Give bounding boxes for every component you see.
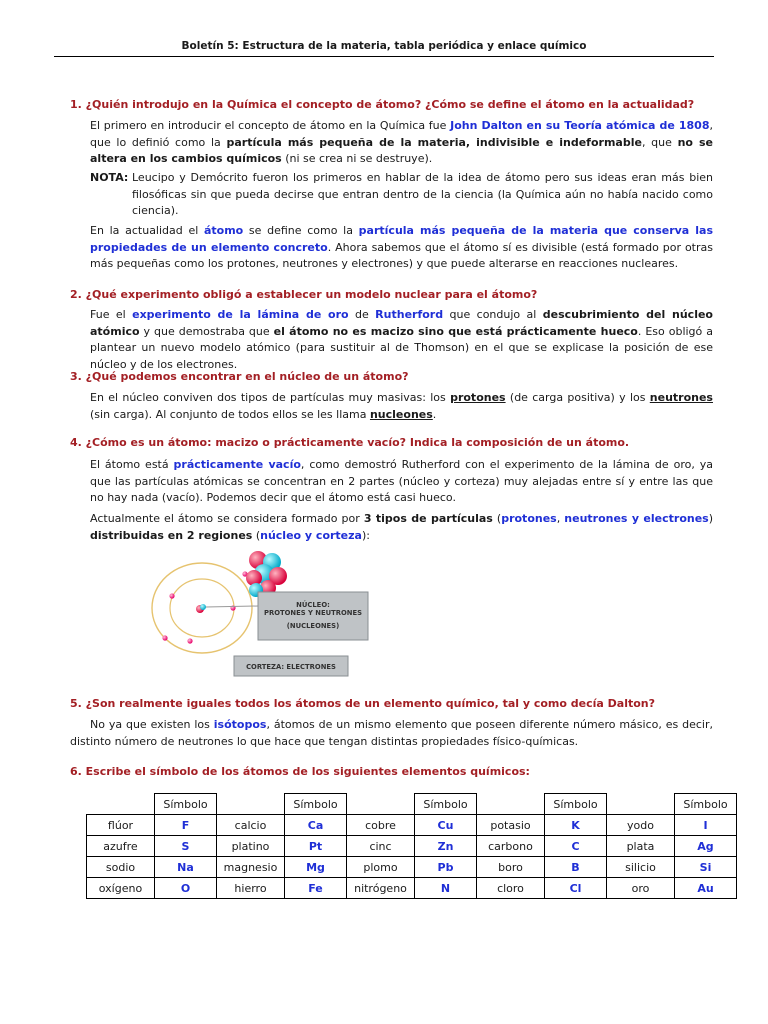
element-name-cell: sodio <box>87 857 155 878</box>
header-empty-cell <box>477 794 545 815</box>
cortex-label: CORTEZA: ELECTRONES <box>246 663 336 671</box>
element-symbol-cell: Mg <box>285 857 347 878</box>
element-name-cell: carbono <box>477 836 545 857</box>
symbol-column-header: Símbolo <box>545 794 607 815</box>
element-symbol-cell: Pb <box>415 857 477 878</box>
element-name-cell: plata <box>607 836 675 857</box>
element-symbol-cell: N <box>415 878 477 899</box>
symbol-column-header: Símbolo <box>155 794 217 815</box>
header-empty-cell <box>87 794 155 815</box>
q1-paragraph-1: El primero en introducir el concepto de átomo en la Química fue John Dalton en su Teoría atómica de 1808, que lo definió como la partícula más pequeña de la materia, indivisible e indeformable, que no se altera en los cambios químicos (ni se crea ni se destruye). <box>90 119 713 165</box>
q3-paragraph-1: En el núcleo conviven dos tipos de partículas muy masivas: los protones (de carga positiva) y los neutrones (sin carga). Al conjunto de todos ellos se les llama nucleones. <box>90 391 713 421</box>
symbol-column-header: Símbolo <box>415 794 477 815</box>
q5-paragraph-1: No ya que existen los isótopos, átomos de un mismo elemento que poseen diferente número másico, es decir, distinto número de neutrones lo que hace que tengan distintas propiedades físico-químicas. <box>70 718 713 748</box>
element-symbol-cell: F <box>155 815 217 836</box>
table-row <box>87 878 737 899</box>
element-name-cell: oro <box>607 878 675 899</box>
nucleus-label-2: PROTONES Y NEUTRONES <box>263 609 363 617</box>
element-symbol-cell: Na <box>155 857 217 878</box>
symbol-column-header: Símbolo <box>675 794 737 815</box>
element-name-cell: cinc <box>347 836 415 857</box>
element-name-cell: boro <box>477 857 545 878</box>
table-row <box>87 836 737 857</box>
question-2-title: 2. ¿Qué experimento obligó a establecer un modelo nuclear para el átomo? <box>70 288 538 301</box>
nucleus-enlarged <box>246 551 287 597</box>
q1-note <box>90 170 713 220</box>
element-symbol-cell: Ag <box>675 836 737 857</box>
question-1-title: 1. ¿Quién introdujo en la Química el concepto de átomo? ¿Cómo se define el átomo en la actualidad? <box>70 98 695 111</box>
element-name-cell: yodo <box>607 815 675 836</box>
question-4-title: 4. ¿Cómo es un átomo: macizo o prácticamente vacío? Indica la composición de un átomo. <box>70 436 630 449</box>
element-symbol-cell: Cu <box>415 815 477 836</box>
element-name-cell: oxígeno <box>87 878 155 899</box>
table-row <box>87 815 737 836</box>
note-label: NOTA: <box>90 171 129 184</box>
table-row <box>87 857 737 878</box>
page-header: Boletín 5: Estructura de la materia, tabla periódica y enlace químico <box>54 40 714 57</box>
element-name-cell: calcio <box>217 815 285 836</box>
q4-paragraph-1: El átomo está prácticamente vacío, como demostró Rutherford con el experimento de la lámina de oro, ya que las partículas atómicas se concentran en 2 partes (núcleo y corteza) muy alejadas entre sí y entre las que no hay nada (vacío). Podemos decir que el átomo está casi hueco. <box>90 458 713 504</box>
element-name-cell: plomo <box>347 857 415 878</box>
element-symbol-cell: K <box>545 815 607 836</box>
q1-paragraph-2: En la actualidad el átomo se define como la partícula más pequeña de la materia que conserva las propiedades de un elemento concreto. Ahora sabemos que el átomo sí es divisible (está formado por otras más pequeñas como los protones, neutrones y electrones) y que puede alterarse en reacciones nucleares. <box>90 224 713 270</box>
element-symbol-cell: Cl <box>545 878 607 899</box>
element-name-cell: azufre <box>87 836 155 857</box>
element-name-cell: flúor <box>87 815 155 836</box>
element-name-cell: potasio <box>477 815 545 836</box>
element-symbol-cell: Pt <box>285 836 347 857</box>
question-5-title: 5. ¿Son realmente iguales todos los átomos de un elemento químico, tal y como decía Dalton? <box>70 697 656 710</box>
element-name-cell: cobre <box>347 815 415 836</box>
nucleus-pointer <box>206 606 258 607</box>
element-symbol-cell: Fe <box>285 878 347 899</box>
header-empty-cell <box>347 794 415 815</box>
symbol-column-header: Símbolo <box>285 794 347 815</box>
element-symbol-cell: I <box>675 815 737 836</box>
q4-paragraph-2: Actualmente el átomo se considera formado por 3 tipos de partículas (protones, neutrones y electrones) distribuidas en 2 regiones (núcleo y corteza): <box>90 512 714 542</box>
q2-paragraph-1: Fue el experimento de la lámina de oro de Rutherford que condujo al descubrimiento del núcleo atómico y que demostraba que el átomo no es macizo sino que está prácticamente hueco. Eso obligó a plantear un nuevo modelo atómico (para sustituir al de Thomson) en el que se explicase la posición de ese núcleo y de los electrones. <box>90 308 713 371</box>
element-symbol-cell: Au <box>675 878 737 899</box>
note-text: Leucipo y Demócrito fueron los primeros en hablar de la idea de átomo pero sus ideas eran más bien filosóficas sin que pueda decirse que entran dentro de la ciencia (la Química aún no había nacido como ciencia). <box>132 171 713 217</box>
element-symbol-cell: Zn <box>415 836 477 857</box>
nucleus-label-3: (NUCLEONES) <box>286 622 340 630</box>
element-name-cell: magnesio <box>217 857 285 878</box>
header-empty-cell <box>217 794 285 815</box>
element-name-cell: hierro <box>217 878 285 899</box>
element-symbols-table <box>86 793 737 899</box>
question-6-title: 6. Escribe el símbolo de los átomos de los siguientes elementos químicos: <box>70 765 530 778</box>
header-empty-cell <box>607 794 675 815</box>
table-header-row <box>87 794 737 815</box>
element-symbol-cell: B <box>545 857 607 878</box>
element-symbol-cell: Si <box>675 857 737 878</box>
element-name-cell: platino <box>217 836 285 857</box>
nucleus-label-1: NÚCLEO: <box>296 601 330 609</box>
nucleus-small <box>196 604 206 613</box>
element-name-cell: cloro <box>477 878 545 899</box>
atom-diagram <box>150 548 370 682</box>
element-symbol-cell: S <box>155 836 217 857</box>
element-name-cell: silicio <box>607 857 675 878</box>
element-name-cell: nitrógeno <box>347 878 415 899</box>
element-symbol-cell: Ca <box>285 815 347 836</box>
element-symbol-cell: C <box>545 836 607 857</box>
element-symbol-cell: O <box>155 878 217 899</box>
question-3-title: 3. ¿Qué podemos encontrar en el núcleo de un átomo? <box>70 370 409 383</box>
